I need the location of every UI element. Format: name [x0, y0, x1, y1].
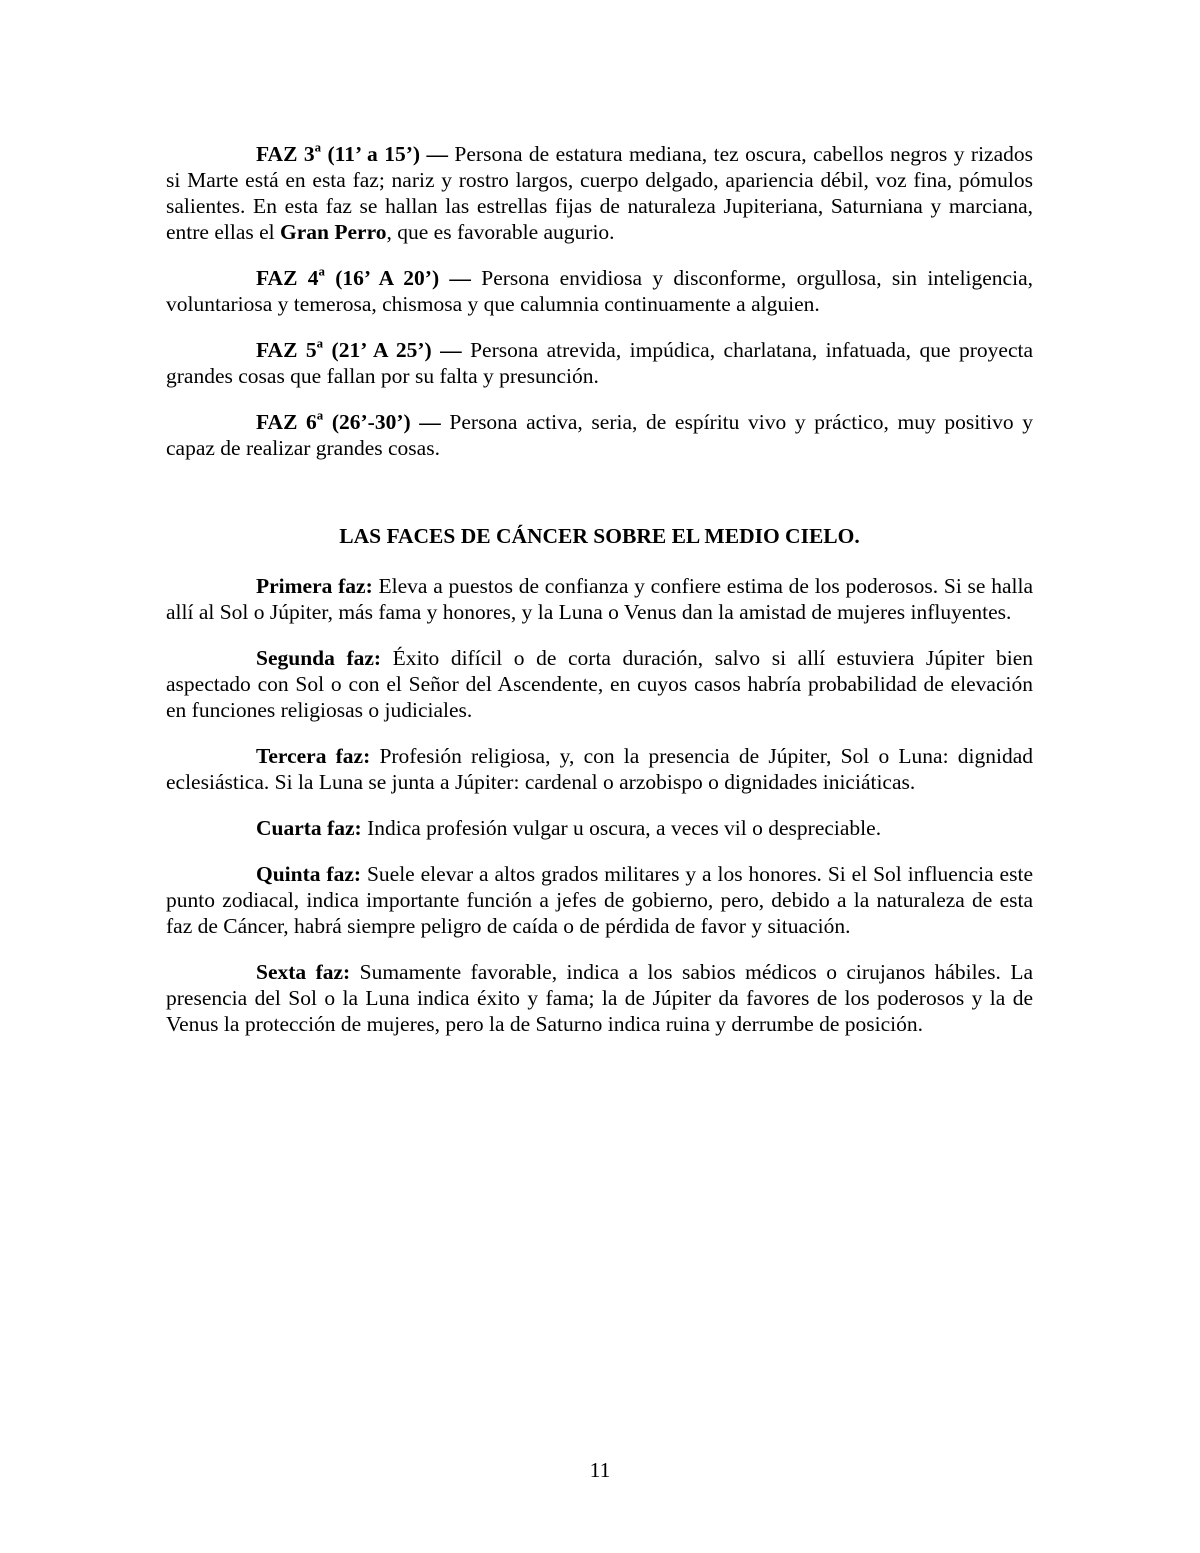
faz-4-label: FAZ 4 [256, 266, 319, 290]
paragraph-quinta-faz [166, 861, 1033, 939]
faz-6-text: Persona activa, seria, de espíritu vivo y práctico, muy positivo y capaz de realizar grandes cosas. [166, 410, 1033, 460]
gran-perro-term: Gran Perro [280, 220, 387, 244]
quinta-faz-label: Quinta faz: [256, 862, 362, 886]
paragraph-faz-5 [166, 337, 1033, 389]
paragraph-faz-6 [166, 409, 1033, 461]
faz-3-heading [256, 142, 448, 166]
faz-3-ordinal: a [314, 140, 322, 155]
quinta-faz-text: Suele elevar a altos grados militares y a los honores. Si el Sol influencia este punto zodiacal, indica importante función a jefes de gobierno, pero, debido a la naturaleza de esta faz de Cáncer, habrá siempre peligro de caída o de pérdida de favor y situación. [166, 862, 1033, 938]
faz-6-label: FAZ 6 [256, 410, 317, 434]
faz-5-text: Persona atrevida, impúdica, charlatana, infatuada, que proyecta grandes cosas que fallan por su falta y presunción. [166, 338, 1034, 388]
faz-4-range: (16’ A 20’) — [324, 266, 471, 290]
sexta-faz-text: Sumamente favorable, indica a los sabios médicos o cirujanos hábiles. La presencia del Sol o la Luna indica éxito y fama; la de Júpiter da favores de los poderosos y la de Venus la protección de mujeres, pero la de Saturno indica ruina y derrumbe de posición. [166, 960, 1033, 1036]
paragraph-segunda-faz [166, 645, 1033, 723]
tercera-faz-text: Profesión religiosa, y, con la presencia de Júpiter, Sol o Luna: dignidad eclesiástica. Si la Luna se junta a Júpiter: cardenal o arzobispo o dignidades iniciáticas. [166, 744, 1033, 794]
paragraph-faz-3 [166, 141, 1033, 245]
faz-3-text-end: , que es favorable augurio. [386, 220, 615, 244]
paragraph-primera-faz [166, 573, 1033, 625]
paragraph-sexta-faz [166, 959, 1033, 1037]
faz-5-heading [256, 338, 462, 362]
tercera-faz-label: Tercera faz: [256, 744, 371, 768]
primera-faz-label: Primera faz: [256, 574, 373, 598]
faz-6-range: (26’-30’) — [323, 410, 441, 434]
faz-6-ordinal: a [316, 408, 324, 423]
page-body [166, 141, 1033, 1057]
cuarta-faz-text: Indica profesión vulgar u oscura, a veces vil o despreciable. [361, 816, 882, 840]
faz-3-range: (11’ a 15’) — [321, 142, 448, 166]
faz-3-label: FAZ 3 [256, 142, 315, 166]
faz-3-text: Persona de estatura mediana, tez oscura, cabellos negros y rizados si Marte está en esta faz; nariz y rostro largos, cuerpo delgado, apariencia débil, voz fina, pómulos salientes. En esta faz se hallan las estrellas fijas de naturaleza Jupiteriana, Saturniana y marciana, entre ellas el [166, 142, 1034, 244]
faz-4-text: Persona envidiosa y disconforme, orgullosa, sin inteligencia, voluntariosa y temerosa, chismosa y que calumnia continuamente a alguien. [166, 266, 1033, 316]
faz-6-heading [256, 410, 441, 434]
paragraph-faz-4 [166, 265, 1033, 317]
segunda-faz-text: Éxito difícil o de corta duración, salvo si allí estuviera Júpiter bien aspectado con Sol o con el Señor del Ascendente, en cuyos casos habría probabilidad de elevación en funciones religiosas o judiciales. [166, 646, 1033, 722]
faz-5-range: (21’ A 25’) — [323, 338, 462, 362]
faz-4-heading [256, 266, 471, 290]
faz-5-ordinal: a [316, 336, 324, 351]
paragraph-cuarta-faz [166, 815, 1033, 841]
primera-faz-text: Eleva a puestos de confianza y confiere estima de los poderosos. Si se halla allí al Sol o Júpiter, más fama y honores, y la Luna o Venus dan la amistad de mujeres influyentes. [166, 574, 1033, 624]
paragraph-tercera-faz [166, 743, 1033, 795]
faz-5-label: FAZ 5 [256, 338, 317, 362]
page-number: 11 [589, 1458, 611, 1482]
cuarta-faz-label: Cuarta faz: [256, 816, 362, 840]
segunda-faz-label: Segunda faz: [256, 646, 382, 670]
section-heading: LAS FACES DE CÁNCER SOBRE EL MEDIO CIELO. [339, 524, 860, 548]
faz-4-ordinal: a [318, 264, 325, 279]
sexta-faz-label: Sexta faz: [256, 960, 351, 984]
